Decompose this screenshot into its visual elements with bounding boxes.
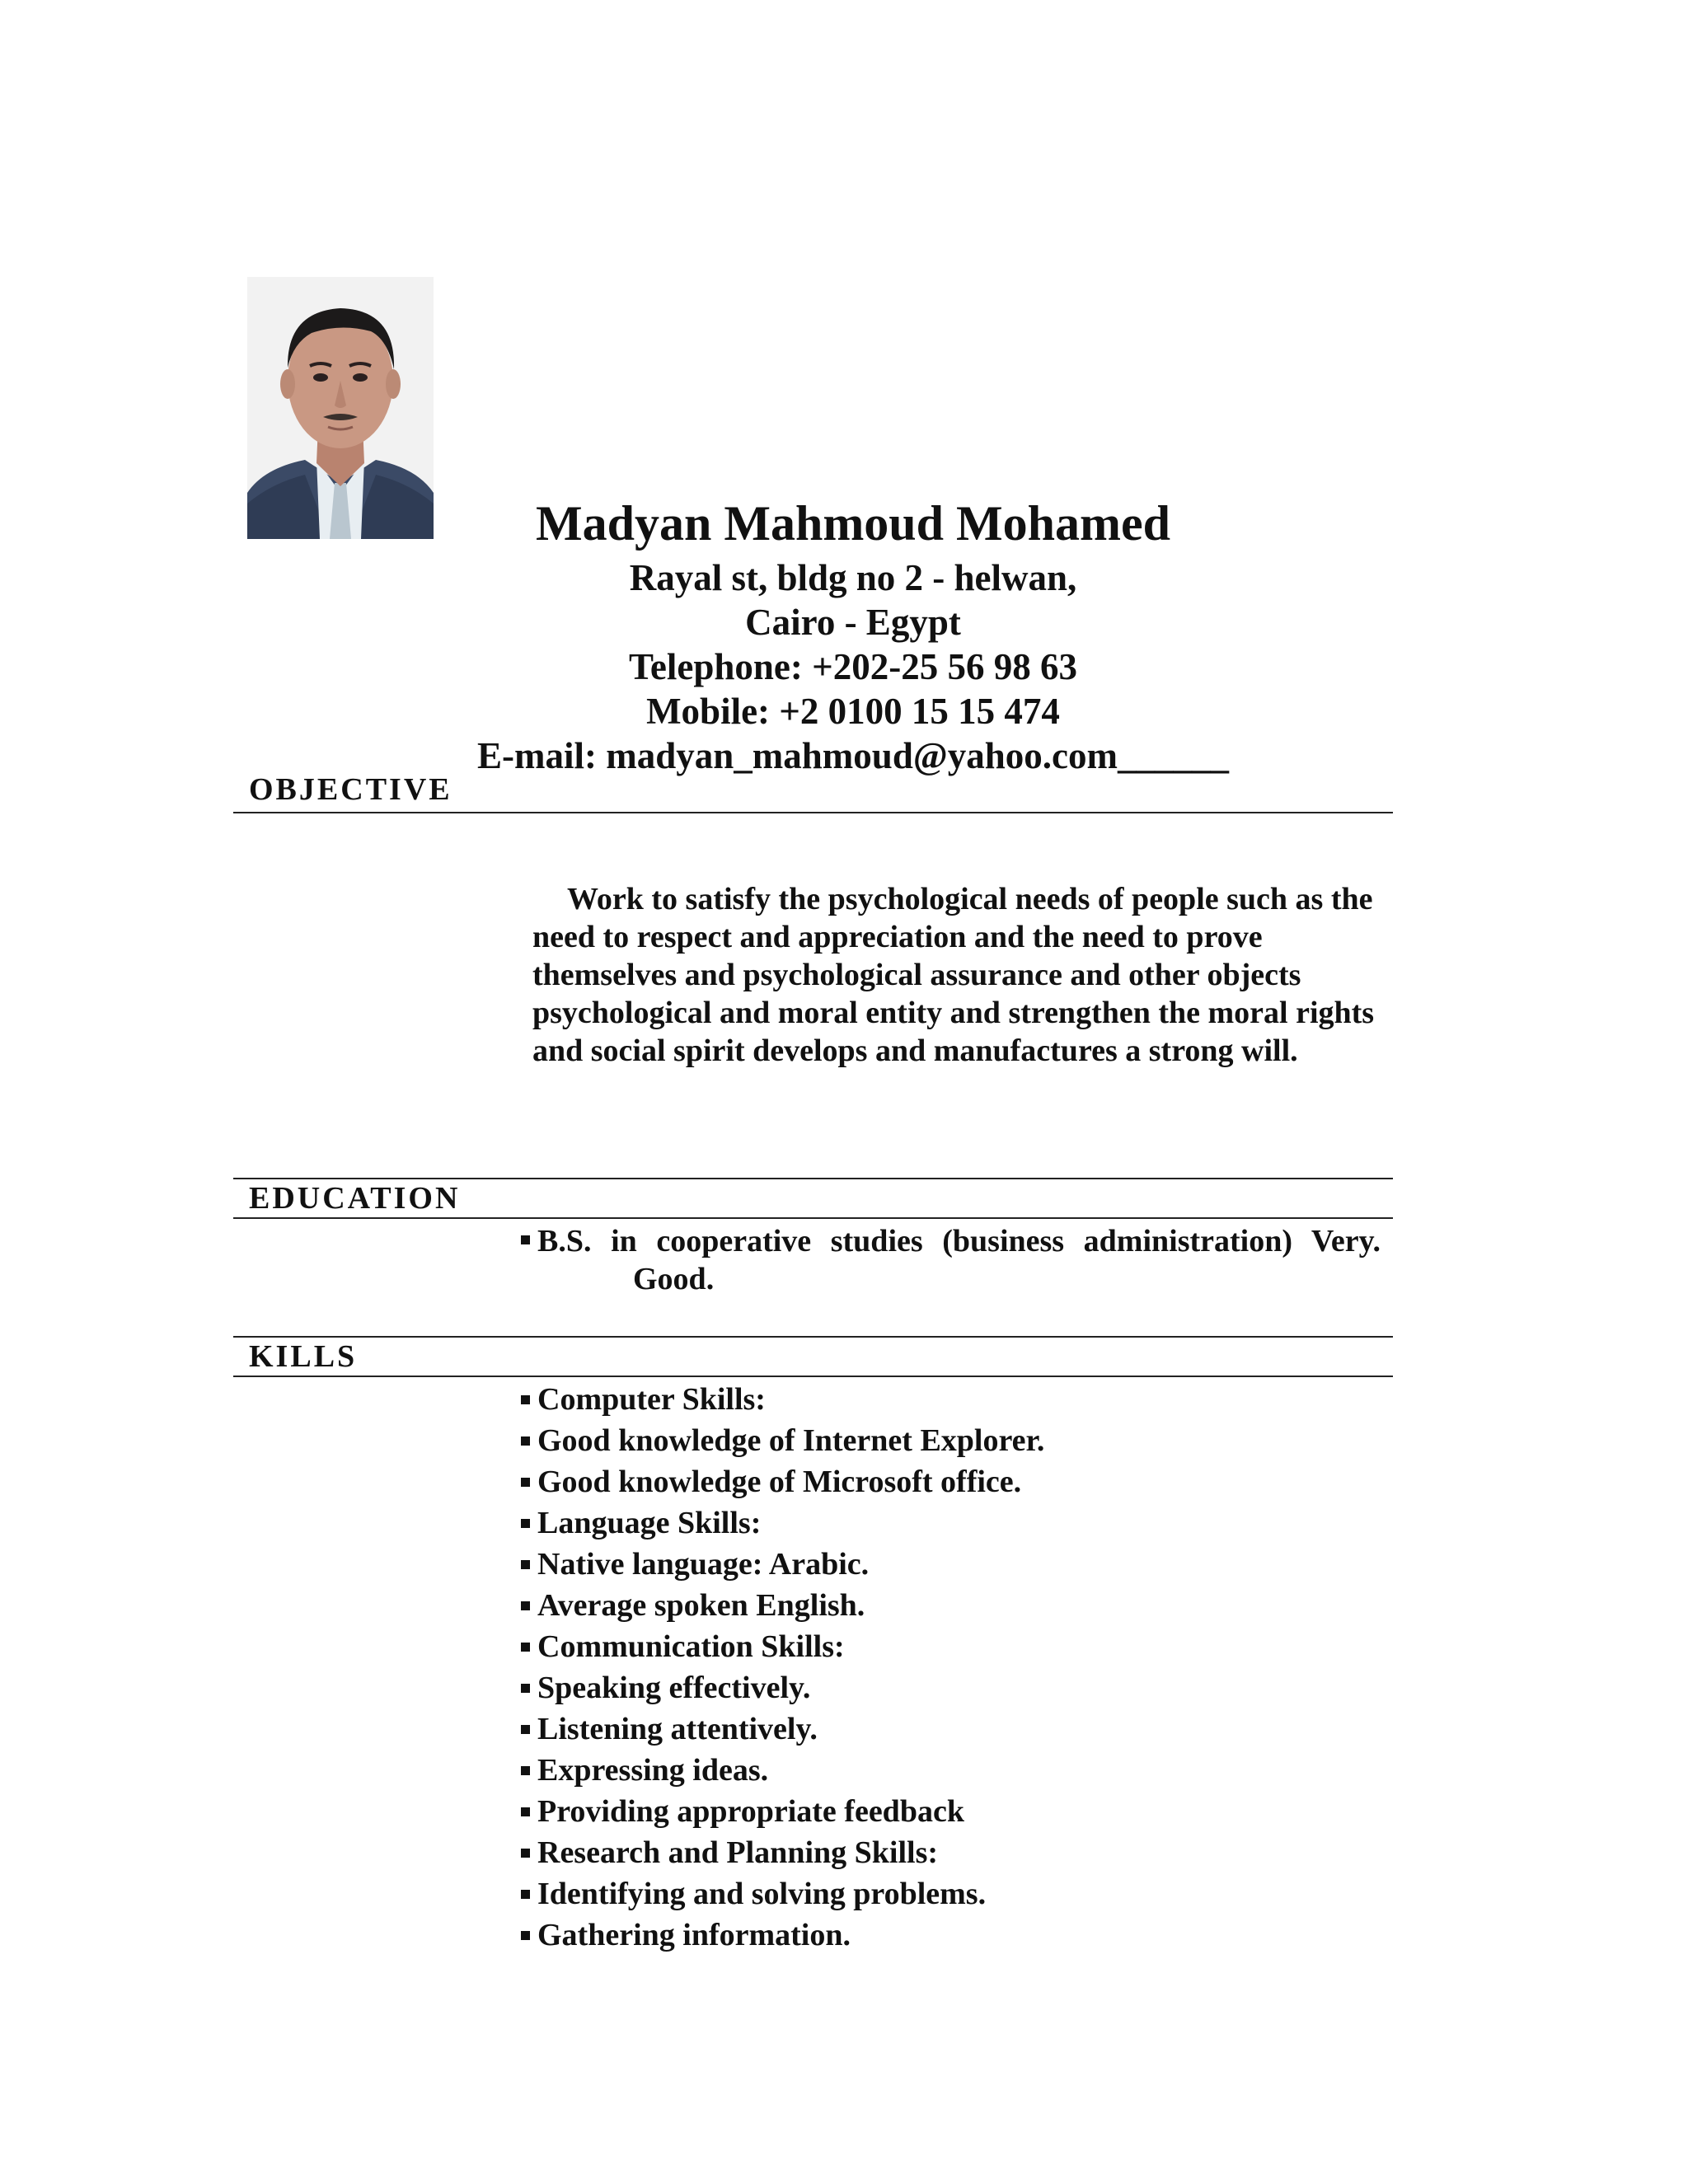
education-bullet-row — [519, 1222, 1381, 1260]
objective-text: Work to satisfy the psychological needs of people such as the need to respect and appreciation and the need to prove themselves and psychological assurance and other objects psychological and moral entity and strengthen the moral rights and social spirit develops and manufactures a strong will. — [532, 882, 1375, 1068]
skill-text: Language Skills: — [537, 1506, 762, 1540]
square-bullet-icon — [519, 1915, 537, 1956]
square-bullet-icon — [519, 1461, 537, 1502]
skill-text: Good knowledge of Internet Explorer. — [537, 1423, 1045, 1458]
skill-list-item — [519, 1461, 1385, 1502]
objective-paragraph — [532, 880, 1381, 1070]
square-bullet-icon — [519, 1626, 537, 1667]
objective-divider — [233, 812, 1393, 813]
square-bullet-icon — [519, 1791, 537, 1832]
profile-photo — [247, 277, 434, 539]
skill-text: Providing appropriate feedback — [537, 1794, 964, 1829]
skill-list-item — [519, 1626, 1385, 1667]
square-bullet-icon — [519, 1379, 537, 1420]
skill-text: Speaking effectively. — [537, 1671, 811, 1705]
skill-text: Communication Skills: — [537, 1629, 845, 1664]
person-name: Madyan Mahmoud Mohamed — [535, 496, 1171, 551]
skill-list-item — [519, 1585, 1385, 1626]
skill-list-item — [519, 1750, 1385, 1791]
telephone-line: Telephone: +202-25 56 98 63 — [629, 646, 1077, 687]
objective-heading: OBJECTIVE — [249, 772, 452, 807]
square-bullet-icon — [519, 1873, 537, 1915]
skill-list-item — [519, 1379, 1385, 1420]
email-line: E-mail: madyan_mahmoud@yahoo.com______ — [477, 735, 1229, 776]
skill-text: Native language: Arabic. — [537, 1547, 870, 1582]
skill-list-item — [519, 1791, 1385, 1832]
square-bullet-icon — [519, 1708, 537, 1750]
skill-text: Computer Skills: — [537, 1382, 766, 1417]
square-bullet-icon — [519, 1420, 537, 1461]
skill-list-item — [519, 1873, 1385, 1915]
square-bullet-icon — [519, 1502, 537, 1544]
education-heading: EDUCATION — [249, 1181, 461, 1216]
skill-text: Expressing ideas. — [537, 1753, 769, 1788]
square-bullet-icon — [519, 1222, 537, 1260]
skill-list-item — [519, 1708, 1385, 1750]
portrait-image — [247, 277, 434, 539]
mobile-line: Mobile: +2 0100 15 15 474 — [646, 691, 1060, 732]
contact-header — [412, 491, 1294, 778]
education-degree: B.S. in cooperative studies (business administration) Very. — [537, 1224, 1381, 1258]
skill-list-item — [519, 1832, 1385, 1873]
skills-heading: KILLS — [249, 1339, 358, 1374]
skill-text: Average spoken English. — [537, 1588, 865, 1623]
address-line-1: Rayal st, bldg no 2 - helwan, — [629, 557, 1077, 598]
skills-top-divider — [233, 1336, 1393, 1338]
education-divider — [233, 1217, 1393, 1219]
address-line-2: Cairo - Egypt — [745, 602, 961, 643]
square-bullet-icon — [519, 1750, 537, 1791]
skill-list-item — [519, 1420, 1385, 1461]
square-bullet-icon — [519, 1667, 537, 1708]
skill-list-item — [519, 1502, 1385, 1544]
education-top-divider — [233, 1178, 1393, 1179]
square-bullet-icon — [519, 1544, 537, 1585]
square-bullet-icon — [519, 1585, 537, 1626]
skill-text: Research and Planning Skills: — [537, 1835, 939, 1870]
skill-list-item — [519, 1544, 1385, 1585]
skills-divider — [233, 1376, 1393, 1377]
skill-text: Identifying and solving problems. — [537, 1877, 987, 1911]
skill-text: Listening attentively. — [537, 1712, 818, 1746]
education-item — [519, 1222, 1381, 1298]
skill-list-item — [519, 1667, 1385, 1708]
square-bullet-icon — [519, 1832, 537, 1873]
education-grade: Good. — [633, 1262, 715, 1296]
skill-text: Gathering information. — [537, 1918, 851, 1952]
skill-text: Good knowledge of Microsoft office. — [537, 1465, 1022, 1499]
skills-list — [519, 1379, 1385, 1956]
skill-list-item — [519, 1915, 1385, 1956]
